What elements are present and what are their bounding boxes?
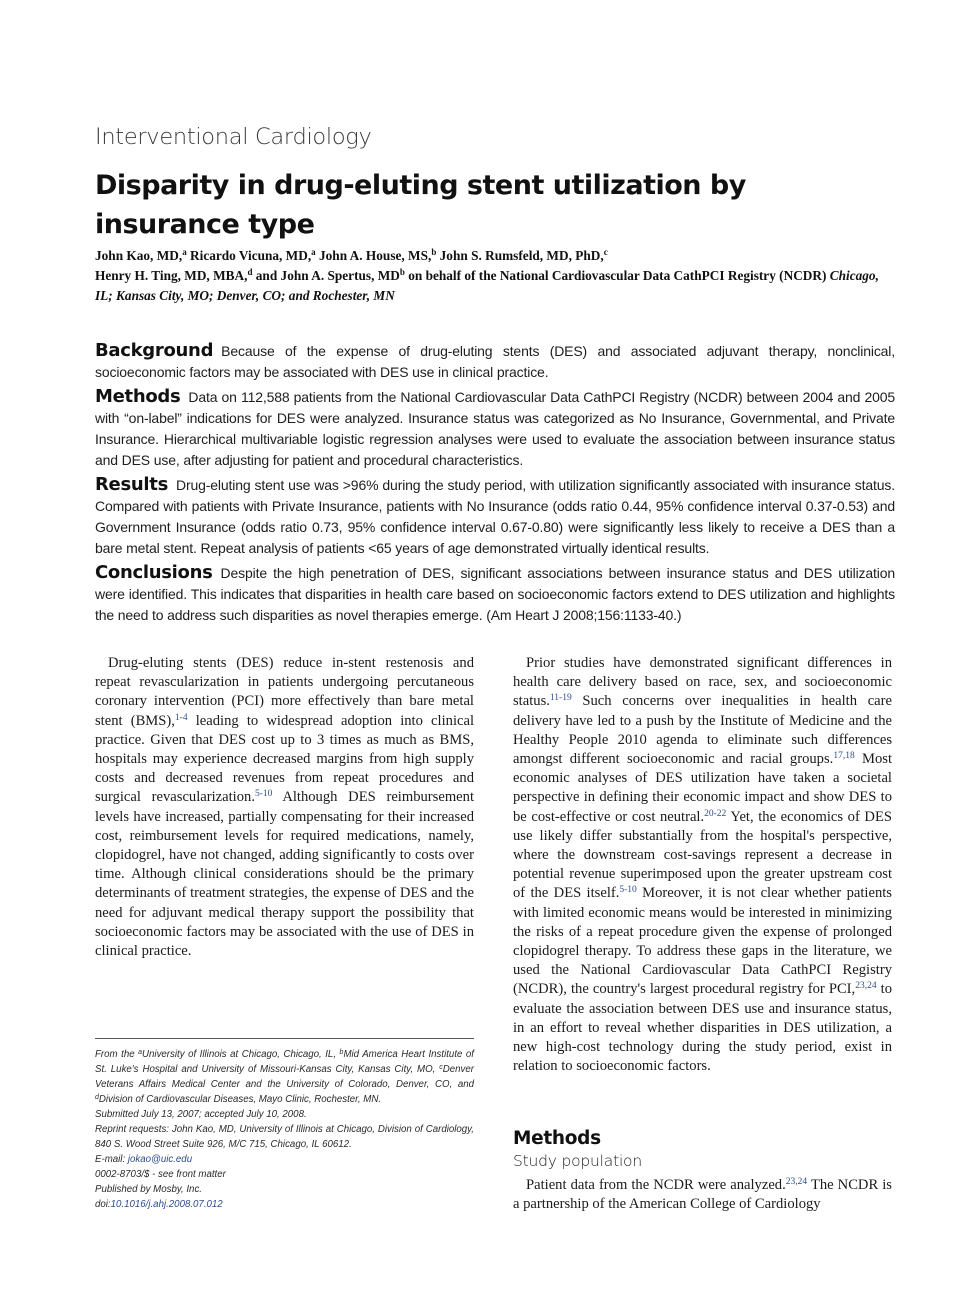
email-label: E-mail:	[95, 1154, 128, 1165]
doi-link[interactable]: 10.1016/j.ahj.2008.07.012	[110, 1199, 223, 1210]
affiliation-mark: b	[339, 1049, 344, 1056]
footnotes	[95, 1047, 474, 1212]
reference-link[interactable]: 20-22	[704, 808, 727, 819]
author-locations: Chicago, IL; Kansas City, MO; Denver, CO; and Rochester, MN	[95, 268, 879, 303]
abstract-text: Drug-eluting stent use was >96% during the study period, with utilization significantly associated with insurance status. Compared with patients with Private Insurance, patients with No Insurance (odds ratio 0.44, 95% confidence interval 0.37-0.53) and Government Insurance (odds ratio 0.73, 95% confidence interval 0.67-0.80) were significantly less likely to receive a DES than a bare metal stent. Repeat analysis of patients <65 years of age demonstrated virtually identical results.	[95, 477, 895, 556]
abstract-heading: Conclusions	[95, 562, 213, 583]
abstract-results	[95, 474, 895, 559]
affiliation-mark: a	[138, 1049, 143, 1056]
body-text: Although DES reimbursement levels have increased, partially compensating for their increased cost, reimbursement levels for required medications, namely, clopidogrel, have not changed, adding significantly to costs over time. Although clinical considerations should be the primary determinants of treatment strategies, the expense of DES and the need for adjuvant medical therapy support the possibility that socioeconomic factors may be associated with the use of DES in clinical practice.	[95, 789, 474, 960]
footnote-text: Denver Veterans Affairs Medical Center and the University of Colorado, Denver, CO, and	[95, 1064, 474, 1090]
footnote-text: Division of Cardiovascular Diseases, Mayo Clinic, Rochester, MN.	[98, 1094, 382, 1105]
body-paragraph	[513, 1176, 892, 1214]
author-affiliation-mark: b	[431, 247, 437, 257]
body-text: leading to widespread adoption into clinical practice. Given that DES cost up to 3 times as much as BMS, hospitals may experience decreased margins from high supply costs and decreased revenues from repeat procedures and surgical revascularization.	[95, 712, 475, 806]
author-name: Henry H. Ting, MD, MBA,	[95, 268, 248, 283]
abstract-heading: Methods	[95, 386, 181, 407]
issn-line: 0002-8703/$ - see front matter	[95, 1169, 226, 1180]
footnote-text: From the	[95, 1049, 139, 1060]
author-name: John Kao, MD,	[95, 248, 183, 263]
body-text: Drug-eluting stents (DES) reduce in-stent restenosis and repeat revascularization in patients undergoing percutaneous coronary intervention (PCI) more effectively than bare metal stent (BMS),	[95, 655, 474, 729]
email-line	[95, 1152, 474, 1167]
reprint-requests: Reprint requests: John Kao, MD, University of Illinois at Chicago, Division of Cardiology, 840 S. Wood Street Suite 926, M/C 715, Chicago, IL 60612.	[95, 1124, 474, 1150]
abstract-heading: Results	[95, 474, 168, 495]
section-label: Interventional Cardiology	[95, 124, 372, 150]
body-column-left	[95, 654, 474, 961]
body-text: Yet, the economics of DES use likely differ substantially from the hospital's perspective, where the downstream cost-savings represent a decrease in potential revenue superimposed upon the greater upstream cost of the DES itself.	[513, 808, 892, 902]
abstract-conclusions	[95, 562, 895, 626]
footnote-rule	[95, 1038, 474, 1039]
footnote-text: University of Illinois at Chicago, Chicago, IL,	[142, 1049, 340, 1060]
methods-heading: Methods	[513, 1128, 601, 1149]
abstract-text: Data on 112,588 patients from the National Cardiovascular Data CathPCI Registry (NCDR) between 2004 and 2005 with “on-label” indications for DES were analyzed. Insurance status was categorized as No Insurance, Governmental, and Private Insurance. Hierarchical multivariable logistic regression analyses were used to evaluate the association between insurance status and DES use, after adjusting for patient and procedural characteristics.	[95, 389, 895, 468]
body-text: Moreover, it is not clear whether patients with limited economic means would be interested in minimizing the risks of a repeat procedure given the expense of prolonged clopidogrel therapy. To address these gaps in the literature, we used the National Cardiovascular Data CathPCI Registry (NCDR), the country's largest procedural registry for PCI,	[513, 885, 892, 998]
reference-link[interactable]: 17,18	[833, 751, 855, 762]
reference-link[interactable]: 23,24	[855, 981, 877, 992]
body-column-right-continued	[513, 1176, 892, 1214]
body-paragraph	[513, 654, 892, 1076]
affiliation-mark: c	[439, 1064, 443, 1071]
author-affiliation-mark: c	[603, 247, 608, 257]
body-text: Such concerns over inequalities in health care delivery have led to a push by the Institute of Medicine and the Healthy People 2010 agenda to eliminate such differences amongst different socioeconomic and racial groups.	[513, 693, 892, 768]
study-population-subheading: Study population	[513, 1152, 642, 1170]
abstract-background	[95, 340, 895, 383]
abstract-text: Because of the expense of drug-eluting stents (DES) and associated adjuvant therapy, nonclinical, socioeconomic factors may be associated with DES use in clinical practice.	[95, 343, 895, 380]
author-name: John S. Rumsfeld, MD, PhD,	[439, 248, 604, 263]
body-text: Prior studies have demonstrated significant differences in health care delivery based on race, sex, and socioeconomic status.	[513, 655, 892, 710]
abstract	[95, 340, 895, 629]
email-link[interactable]: jokao@uic.edu	[127, 1154, 193, 1165]
body-column-right	[513, 654, 892, 1076]
abstract-methods	[95, 386, 895, 471]
author-list	[95, 246, 895, 306]
body-paragraph	[95, 654, 474, 961]
body-text: Patient data from the NCDR were analyzed.	[526, 1177, 786, 1193]
reference-link[interactable]: 23,24	[785, 1177, 808, 1187]
reference-link[interactable]: 5-10	[619, 885, 637, 896]
abstract-text: Despite the high penetration of DES, significant associations between insurance status and DES utilization were identified. This indicates that disparities in health care based on socioeconomic factors extend to DES utilization and highlights the need to address such disparities as novel therapies emerge. (Am Heart J 2008;156:1133-40.)	[95, 565, 895, 623]
author-name: John A. House, MS,	[319, 248, 432, 263]
author-affiliation-mark: a	[182, 247, 187, 257]
publisher-line: Published by Mosby, Inc.	[95, 1184, 202, 1195]
author-affiliation-mark: a	[311, 247, 316, 257]
author-name: and John A. Spertus, MD	[255, 268, 400, 283]
reference-link[interactable]: 11-19	[549, 693, 572, 704]
abstract-heading: Background	[95, 340, 214, 361]
author-group: on behalf of the National Cardiovascular Data CathPCI Registry (NCDR)	[408, 268, 827, 283]
doi-label: doi:	[95, 1199, 111, 1210]
author-affiliation-mark: b	[399, 267, 405, 277]
reference-link[interactable]: 5-10	[254, 789, 273, 800]
submission-dates: Submitted July 13, 2007; accepted July 10, 2008.	[95, 1109, 307, 1120]
footnote-text: Mid America Heart Institute of St. Luke's Hospital and University of Missouri-Kansas City, Kansas City, MO,	[95, 1049, 474, 1075]
doi-line	[95, 1197, 474, 1212]
article-title: Disparity in drug-eluting stent utilization by insurance type	[95, 170, 746, 240]
reference-link[interactable]: 1-4	[174, 712, 188, 723]
body-text: to evaluate the association between DES use and insurance status, in an effort to reveal whether disparities in DES utilization, a new high-cost technology during the study period, exist in relation to socioeconomic factors.	[513, 981, 893, 1075]
author-name: Ricardo Vicuna, MD,	[190, 248, 312, 263]
affiliations-footnote	[95, 1047, 474, 1107]
body-text: Most economic analyses of DES utilization have taken a societal perspective in defining their economic impact and show DES to be cost-effective or cost neutral.	[513, 751, 892, 825]
body-text: The NCDR is a partnership of the American College of Cardiology	[513, 1177, 892, 1213]
affiliation-mark: d	[95, 1094, 99, 1101]
author-affiliation-mark: d	[247, 267, 253, 277]
